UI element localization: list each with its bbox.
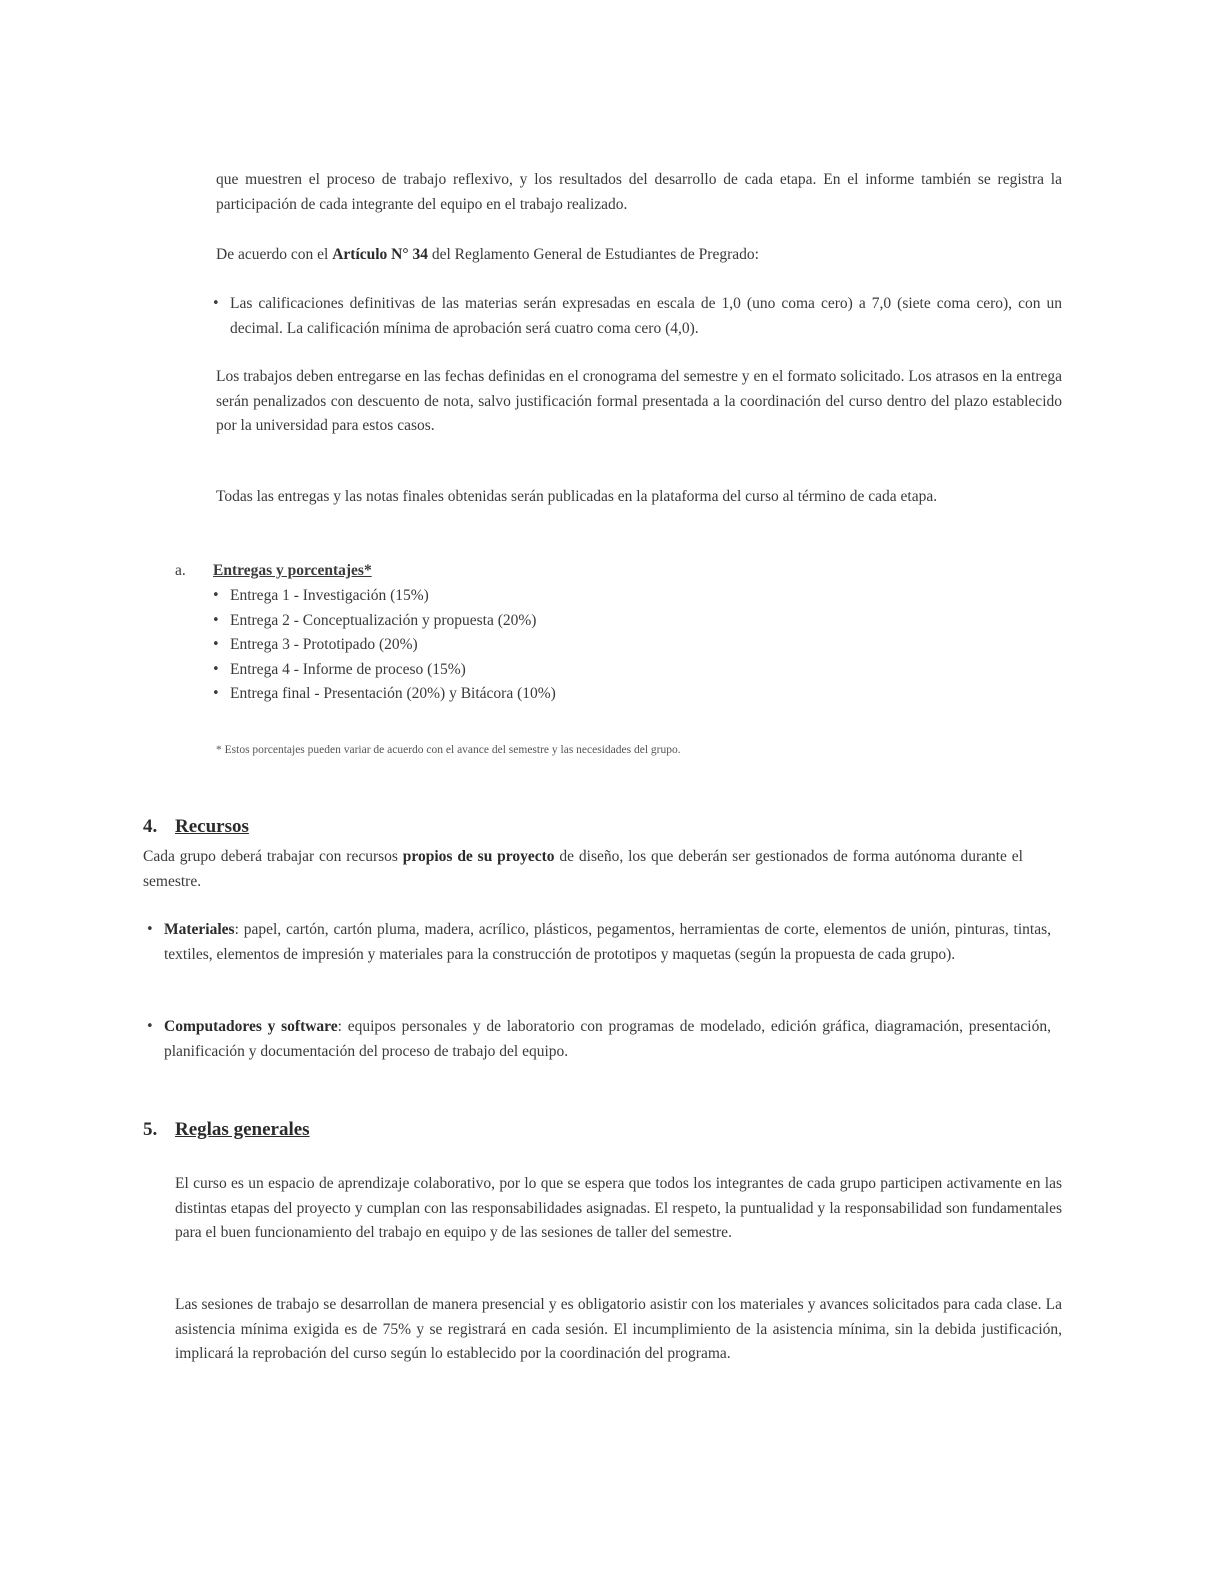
deliverable-item: • Entrega 3 - Prototipado (20%) (212, 633, 1032, 658)
resource-item-software (146, 1015, 1051, 1064)
deliverable-item: • Entrega final - Presentación (20%) y Bitácora (10%) (212, 682, 1032, 707)
deliverable-item: • Entrega 2 - Conceptualización y propuesta (20%) (212, 609, 1032, 634)
deliverables-list (212, 584, 1032, 707)
section-5-title: Reglas generales (175, 1119, 310, 1140)
paragraph-grade-publication: Todas las entregas y las notas finales obtenidas serán publicadas en la plataforma del curso al término de cada etapa. (216, 488, 938, 505)
resources-list (146, 918, 1051, 967)
section-5-paragraph-2: Las sesiones de trabajo se desarrollan de manera presencial y es obligatorio asistir con los materiales y avances solicitados para cada clase. La asistencia mínima exigida es de 75% y se registrará en cada sesión. El incumplimiento de la asistencia mínima, sin la debida justificación, implicará la reprobación del curso según lo establecido por la coordinación del programa. (175, 1296, 1062, 1362)
resource-text: : equipos personales y de laboratorio con programas de modelado, edición gráfica, diagramación, presentación, planificación y documentación del proceso de trabajo del equipo. (164, 1018, 1051, 1060)
resources-intro-bold: propios de su proyecto (402, 848, 555, 865)
paragraph-process-report: que muestren el proceso de trabajo reflexivo, y los resultados del desarrollo de cada etapa. En el informe también se registra la participación de cada integrante del equipo en el trabajo realizado. (216, 171, 1062, 213)
section-4-number: 4. (143, 816, 158, 837)
resources-intro-prefix: Cada grupo deberá trabajar con recursos (143, 848, 403, 865)
resource-label: Computadores y software (164, 1018, 338, 1035)
deliverables-subheading (175, 559, 372, 584)
section-5-number: 5. (143, 1119, 158, 1140)
paragraph-late-submissions: Los trabajos deben entregarse en las fechas definidas en el cronograma del semestre y en el formato solicitado. Los atrasos en la entrega serán penalizados con descuento de nota, salvo justificación formal presentada a la coordinación del curso dentro del plazo establecido por la universidad para estos casos. (216, 368, 1062, 434)
deliverable-item: • Entrega 4 - Informe de proceso (15%) (212, 658, 1032, 683)
deliverable-item: • Entrega 1 - Investigación (15%) (212, 584, 1032, 609)
section-4-intro (143, 845, 1023, 894)
deliverables-footnote: * Estos porcentajes pueden variar de acuerdo con el avance del semestre y las necesidades del grupo. (216, 744, 681, 756)
paragraph-regulation-intro (216, 243, 1062, 268)
resource-label: Materiales (164, 921, 235, 938)
resource-text: : papel, cartón, cartón pluma, madera, acrílico, plásticos, pegamentos, herramientas de corte, elementos de unión, pinturas, tintas, textiles, elementos de impresión y materiales para la construcción de prototipos y maquetas (según la propuesta de cada grupo). (164, 921, 1051, 963)
deliverables-title: Entregas y porcentajes* (213, 562, 372, 579)
resources-list-2 (146, 1015, 1051, 1064)
section-5-paragraph-1: El curso es un espacio de aprendizaje colaborativo, por lo que se espera que todos los integrantes de cada grupo participen activamente en las distintas etapas del proyecto y cumplan con las responsabilidades asignadas. El respeto, la puntualidad y la responsabilidad son fundamentales para el buen funcionamiento del trabajo en equipo y de las sesiones de taller del semestre. (175, 1175, 1062, 1241)
section-4-title: Recursos (175, 816, 249, 837)
deliverables-number: a. (175, 562, 186, 579)
regulation-intro-prefix: De acuerdo con el (216, 246, 333, 263)
resource-item-materials (146, 918, 1051, 967)
regulation-intro-suffix: del Reglamento General de Estudiantes de Pregrado: (427, 246, 759, 263)
regulation-quote-item: • Las calificaciones definitivas de las materias serán expresadas en escala de 1,0 (uno coma cero) a 7,0 (siete coma cero), con un decimal. La calificación mínima de aprobación será cuatro coma cero (4,0). (212, 292, 1062, 341)
section-5-heading (143, 1118, 310, 1143)
resources-intro-suffix: de diseño, los que deberán ser gestionados de forma autónoma durante el semestre. (143, 848, 1023, 890)
regulation-article: Artículo N° 34 (332, 246, 428, 263)
regulation-quote-list (212, 292, 1062, 341)
section-4-heading (143, 815, 249, 840)
